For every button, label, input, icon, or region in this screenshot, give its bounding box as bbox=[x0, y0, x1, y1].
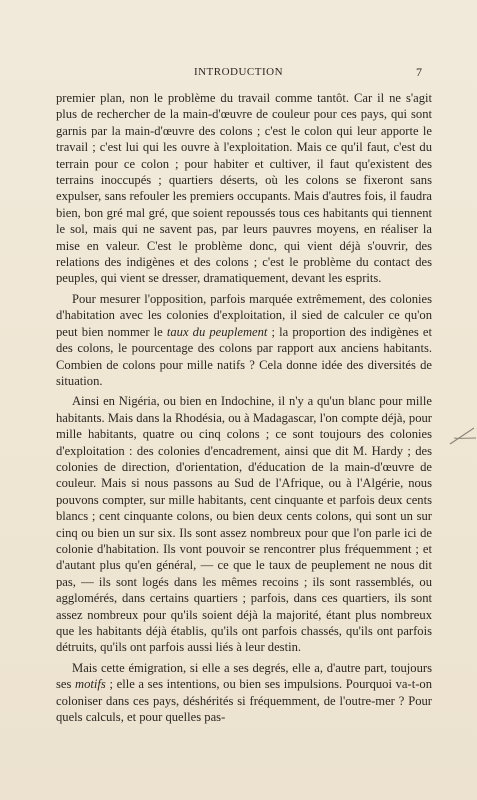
text-segment: Ainsi en Nigéria, ou bien en Indochine, il n'y a qu'un blanc pour mille habitants. Mais dans la Rhodésia, ou à Madagascar, l'on compte déjà, pour mille habitants, quatre ou cinq colons ; ce sont toujours des colonies d'exploitation : des colonies d'encadrement, ainsi que dit M. Hardy ; des colonies de direction, d'orientation, d'éducation de la main-d'œuvre de couleur. Mais si nous passons au Sud de l'Afrique, ou à l'Algérie, nous pouvons compter, sur mille habitants, cent cinquante et parfois deux cents blancs ; cent cinquante colons, ou bien deux cents colons, qui sont un sur cinq ou bien un sur six. Ils sont assez nombreux pour que l'on parle ici de colonie d'habitation. Ils vont pouvoir se rencontrer plus fréquemment ; et d'autant plus qu'en général, — ce que le taux de peuplement ne nous dit pas, — ils sont logés dans les mêmes recoins ; ils sont rassemblés, ou agglomérés, dans certains quartiers ; parfois, dans ces quartiers, ils sont assez nombreux pour qu'ils soient déjà la majorité, étant plus nombreux que les habitants déjà établis, qu'ils ont parfois chassés, qu'ils ont parfois détruits, qu'ils ont parfois aussi liés à leur destin. bbox=[56, 394, 432, 655]
paragraph bbox=[56, 660, 432, 726]
text-segment: ; la proportion des indigènes et des colons, le pourcentage des colons par rapport aux anciens habitants. Combien de colons pour mille natifs ? Cela donne idée des diversités de situation. bbox=[56, 324, 432, 388]
body-text bbox=[56, 90, 432, 725]
pencil-mark-icon bbox=[448, 424, 477, 448]
paragraph bbox=[56, 90, 432, 287]
text-segment: Mais cette émigration, si elle a ses degrés, elle a, d'autre part, toujours ses bbox=[56, 660, 432, 692]
paragraph bbox=[56, 291, 432, 389]
page-number: 7 bbox=[416, 65, 422, 79]
italic-phrase: motifs bbox=[75, 677, 106, 692]
text-segment: Pour mesurer l'opposition, parfois marquée extrêmement, des colonies d'habitation avec les colonies d'exploitation, il sied de calculer ce qu'on peut bien nommer le bbox=[56, 291, 432, 339]
paragraph bbox=[56, 393, 432, 656]
text-segment: ; elle a ses intentions, ou bien ses impulsions. Pourquoi va-t-on coloniser dans ces pays, déshérités si fréquemment, de l'outre-mer ? Pour quels calculs, et pour quelles pas- bbox=[56, 677, 432, 725]
running-head bbox=[0, 64, 477, 80]
text-segment: premier plan, non le problème du travail comme tantôt. Car il ne s'agit plus de rechercher de la main-d'œuvre de couleur pour ces pays, qui sont garnis par la main-d'œuvre des colons ; c'est le colon qui leur apporte le travail ; c'est lui qui les ouvre à l'exploitation. Mais ce qu'il faut, c'est du terrain pour ce colon ; pour habiter et cultiver, il faut qu'existent des terrains inoccupés ; quartiers déserts, où les colons se fixeront sans expulser, sans refouler les premiers occupants. Mais d'autres fois, il faudra bien, bon gré mal gré, que soient repoussés tous ces habitants qui tiennent le sol, mais qui ne savent pas, par leurs pauvres moyens, en réaliser la mise en valeur. C'est le problème donc, qui vient déjà s'ouvrir, des relations des indigènes et des colons ; c'est le problème du contact des peuples, qui vient se dresser, dramatiquement, devant les esprits. bbox=[56, 91, 432, 286]
italic-phrase: taux du peuplement bbox=[166, 324, 268, 339]
running-title: INTRODUCTION bbox=[193, 66, 284, 78]
